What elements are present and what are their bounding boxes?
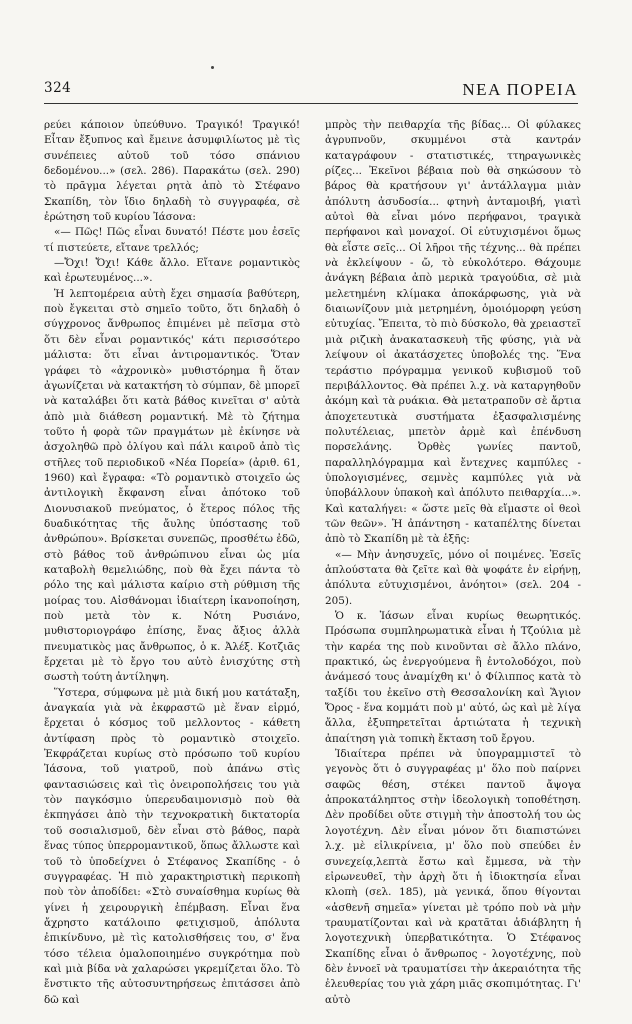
print-speck <box>211 66 214 69</box>
page-header <box>44 80 578 98</box>
paragraph: Ὁ κ. Ἰάσων εἶναι κυρίως θεωρητικός. Πρόσωπα συμπληρωματικὰ εἶναι ἡ Τζούλια μὲ τὴν καρέα της ποὺ κινοῦνται σὲ ἄλλο πλάνο, πρακτικό, ὡς ἐνεργούμενα ἢ ἐντολοδόχοι, ποὺ ἀνάμεσό τους ἀναμίχθη κι' ὁ Φίλιππος κατὰ τὸ ταξίδι του ἐκεῖνο στὴ Θεσσαλονίκη καὶ Ἅγιον Ὄρος - ἕνα κομμάτι ποὺ μ' αὐτό, ὡς καὶ μὲ λίγα ἄλλα, ἐξυπηρετεῖται ἀρτιώτατα ἡ τεχνικὴ ἀπαίτηση γιὰ τοπικὴ ἔκταση τοῦ ἔργου. <box>325 610 581 745</box>
paragraph: Ὕστερα, σύμφωνα μὲ μιὰ δική μου κατάταξη, ἀναγκαία γιὰ νὰ ἐκφραστῶ μὲ ἕναν εἱρμό, ἔρχεται ὁ κόσμος τοῦ μελλοντος - κάθετη ἀντίφαση πρὸς τὸ ρομαντικὸ στοιχεῖο. Ἐκφράζεται κυρίως στὸ πρόσωπο τοῦ κυρίου Ἰάσονα, τοῦ γιατροῦ, ποὺ ἀπάνω στὶς φαντασιώσεις καὶ τὶς ὀνειροπολήσεις του γιὰ τὸν παγκόσμιο ὑπερευδαιμονισμὸ ποὺ θὰ ἐκπηγάσει ἀπὸ τὴν τεχνοκρατικὴ δικτατορία τοῦ σοσιαλισμοῦ, δὲν εἶναι στὸ βάθος, παρὰ ἕνας τύπος ὑπερρομαντικοῦ, ὅπως ἄλλωστε καὶ τοῦ τὸ ὑποδείχνει ὁ Στέφανος Σκαπίδης - ὁ συγγραφέας. Ἡ πιὸ χαρακτηριστικὴ περικοπὴ ποὺ τὸν ἀποδίδει: «Στὸ συναίσθημα κυρίως θὰ γίνει ἡ χειρουργικὴ ἐπέμβαση. Εἶναι ἕνα ἄχρηστο κατάλοιπο φετιχισμοῦ, ἀπόλυτα ἐπικίνδυνο, μὲ τὶς κατολισθήσεις του, σ' ἕνα τόσο τέλεια ὁμαλοποιημένο συγκρότημα ποὺ καὶ μιὰ βίδα νὰ χαλαρώσει γκρεμίζεται ὅλο. Τὸ ἔνστικτο τῆς αὐτοσυντηρήσεως ἐπιτάσσει ἀπὸ δῶ καὶ <box>44 686 300 1006</box>
page-number: 324 <box>44 80 72 96</box>
left-column <box>44 118 300 1008</box>
paragraph: μπρὸς τὴν πειθαρχία τῆς βίδας... Οἱ φύλακες ἀγρυπνοῦν, σκυμμένοι στὰ καντράν καταγράφουν - στατιστικές, ττηραγωνικὲς ρίζες... Ἐκεῖνοι βέβαια ποὺ θὰ σηκώσουν τὸ βάρος θὰ κρατήσουν γι' ἀντάλλαγμα μιὰν ἀπόλυτη ἀσυδοσία... φτηνὴ ἀνταμοιβή, γιατὶ αὐτοὶ θὰ εἶναι μόνο περήφανοι, τραγικὰ περήφανοι καὶ μοναχοί. Οἱ εὐτυχισμένοι ὅμως θὰ εἶστε σεῖς... Οἱ λῆροι τῆς τέχνης... θὰ πρέπει νὰ ἐκλείψουν - ὤ, τὸ εὐκολότερο. Θάχουμε ἀνάγκη βέβαια ἀπὸ μερικὰ τραγούδια, σὲ μιὰ μελετημένη κλίμακα ἀποκάρφωσης, γιὰ νὰ διαιωνίζουν μιὰ μετρημένη, ὁμοιόμορφη γεύση εὐτυχίας. Ἔπειτα, τὸ πιὸ δύσκολο, θὰ χρειαστεῖ μιὰ ριζικὴ ἀνακατασκευὴ τῆς φύσης, γιὰ νὰ λείψουν οἱ ἀκατάσχετες ὑποβολές της. Ἕνα τεράστιο πρόγραμμα γενικοῦ κυβισμοῦ τοῦ περιβάλλοντος. Θὰ πρέπει λ.χ. νὰ καταργηθοῦν ἀκόμη καὶ τὰ ρυάκια. Θὰ μετατραποῦν σὲ ἄρτια ἀποχετευτικὰ συστήματα ἐξασφαλισμένης πολυτέλειας, μπετὸν ἀρμὲ καὶ ἐπένδυση πορσελάνης. Ὀρθὲς γωνίες παντοῦ, παραλληλόγραμμα καὶ ἔντεχνες καμπύλες - ὑπολογισμένες, σεμνὲς καμπύλες γιὰ νὰ ὑποβάλλουν ὑπακοὴ καὶ ἀπόλυτο πειθαρχία...». Καὶ καταλήγει: « ὥστε μεῖς θὰ εἴμαστε οἱ θεοὶ τῶν θεῶν». Ἡ ἀπάντηση - καταπέλτης δίνεται ἀπὸ τὸ Σκαπίδη μὲ τὰ ἑξῆς: <box>325 119 581 546</box>
paragraph: ρεύει κάποιον ὑπεύθυνο. Τραγικό! Τραγικό! Εἶταν ἔξυπνος καὶ ἔμεινε ἀσυμφιλίωτος μὲ τὶς συνέπειες αὐτοῦ τοῦ τόσο σπάνιου δεδομένου...» (σελ. 286). Παρακάτω (σελ. 290) τὸ πρᾶγμα λέγεται ρητὰ ἀπὸ τὸ Στέφανο Σκαπίδη, τὸν ἴδιο δηλαδὴ τὸ συγγραφέα, σὲ ἐρώτηση τοῦ κυρίου Ἰάσονα: <box>44 119 300 224</box>
header-rule <box>44 103 578 104</box>
paragraph: «— Πῶς! Πῶς εἶναι δυνατό! Πέστε μου ἐσεῖς τί πιστεύετε, εἴτανε τρελλός; <box>44 226 300 254</box>
running-title: ΝΕΑ ΠΟΡΕΙΑ <box>462 80 578 99</box>
paragraph: Ἰδιαίτερα πρέπει νὰ ὑπογραμμιστεῖ τὸ γεγονὸς ὅτι ὁ συγγραφέας μ' ὅλο ποὺ παίρνει σαφῶς θέση, στέκει παντοῦ ἄψογα ἀπροκατάληπτος στὴν ἰδεολογικὴ τοποθέτηση. Δὲν προδίδει οὔτε στιγμὴ τὴν ἀποστολή του ὡς λογοτέχνη. Δὲν εἶναι μόνον ὅτι διαπιστώνει λ.χ. μὲ εἰλικρίνεια, μ' ὅλο ποὺ σπεύδει ἐν συνεχείᾳ,λεπτὰ ἔστω καὶ ἔμμεσα, νὰ τὴν εἰρωνευθεῖ, τὴν ἀρχὴ ὅτι ἡ ἰδιοκτησία εἶναι κλοπὴ (σελ. 185), μὰ γενικά, ὅπου θίγονται «ἀσθενῆ σημεῖα» γίνεται μὲ τρόπο ποὺ νὰ μὴν τραυματίζονται καὶ νὰ κρατᾶται ἀδιάβλητη ἡ λογοτεχνικὴ ὑπερβατικότητα. Ὁ Στέφανος Σκαπίδης εἶναι ὁ ἄνθρωπος - λογοτέχνης, ποὺ δὲν ἐννοεῖ νὰ τραυματίσει τὴν ἀκεραιότητα τῆς ἐλευθερίας του γιὰ χάρη μιᾶς σκοπιμότητας. Γι' αὐτὸ <box>325 748 581 1006</box>
paragraph: —Ὄχι! Ὄχι! Κάθε ἄλλο. Εἴτανε ρομαντικὸς καὶ ἐρωτευμένος...». <box>44 257 300 285</box>
paragraph: «— Μὴν ἀνησυχεῖς, μόνο οἱ ποιμένες. Ἐσεῖς ἁπλούστατα θὰ ζεῖτε καὶ θὰ ψοφάτε ἐν εἰρήνῃ, ἀπόλυτα εὐτυχισμένοι, ἀνόητοι» (σελ. 204 - 205). <box>325 548 581 607</box>
right-column <box>325 118 581 1008</box>
paragraph: Ἡ λεπτομέρεια αὐτὴ ἔχει σημασία βαθύτερη, ποὺ ἔγκειται στὸ σημεῖο τοῦτο, ὅτι δηλαδὴ ὁ σύγχρονος ἄνθρωπος ἐπιμένει μὲ πεῖσμα στὸ ὅτι δὲν εἶναι ρομαντικός' κάτι περισσότερο μάλιστα: ὅτι εἶναι ἀντιρομαντικός. Ὅταν γράφει τὸ «ἀχρονικὸ» μυθιστόρημα ἢ ὅταν ἀγωνίζεται νὰ κατακτήση τὸ σύμπαν, δὲ μπορεῖ νὰ καταλάβει ὅτι κατὰ βάθος κινεῖται σ' αὐτὰ ἀπὸ μιὰ διάθεση ρομαντική. Μὲ τὸ ζήτημα τοῦτο ἡ φορὰ τῶν πραγμάτων μὲ ἐκίνησε νὰ ἀσχοληθῶ πρὸ ὀλίγου καὶ πάλι καιροῦ ἀπὸ τὶς στῆλες τοῦ περιοδικοῦ «Νέα Πορεία» (ἀριθ. 61, 1960) καὶ ἔγραφα: «Τὸ ρομαντικὸ στοιχεῖο ὡς ἀντιλογικὴ ἔκφανση εἶναι ἀπότοκο τοῦ Διονυσιακοῦ πνεύματος, ὁ ἕτερος πόλος τῆς δυαδικότητας τῆς ἄυλης ὑπόστασης τοῦ ἀνθρώπου». Βρίσκεται συνεπῶς, προσθέτω ἐδῶ, στὸ βάθος τοῦ ἀνθρώπινου εἶναι ὡς μία καταβολὴ θεμελιώδης, ποὺ θὰ ἔχει πάντα τὸ ρόλο της καὶ μάλιστα καίριο στὴ ρύθμιση τῆς μοίρας του. Αἰσθάνομαι ἰδιαίτερη ἱκανοποίηση, ποὺ μετὰ τὸν κ. Νότη Ρυσιάνο, μυθιστοριογράφο ἐπίσης, ἔνας ἄξιος ἀλλὰ πνευματικὸς μας ἄνθρωπος, ὁ κ. Ἀλέξ. Κοτζιᾶς ἔρχεται μὲ τὸ ἔργο του αὐτὸ ἐνισχύτης στὴ σωστὴ τούτη ἀντίληψη. <box>44 287 300 684</box>
